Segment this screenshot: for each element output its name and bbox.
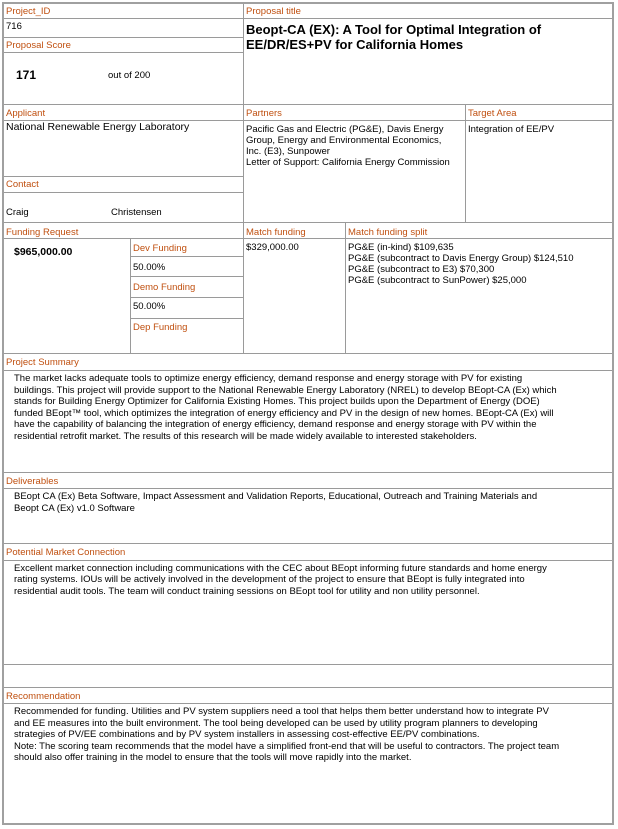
rule — [131, 276, 243, 277]
rule — [243, 4, 244, 104]
match-funding-split-line: PG&E (subcontract to E3) $70,300 — [348, 264, 495, 275]
target-area-value: Integration of EE/PV — [468, 124, 555, 135]
match-funding-split-line: PG&E (subcontract to SunPower) $25,000 — [348, 275, 527, 286]
match-funding-split-line: PG&E (in-kind) $109,635 — [348, 242, 454, 253]
proposal-score-label: Proposal Score — [6, 40, 71, 51]
dep-funding-label: Dep Funding — [133, 322, 188, 333]
project-summary-line: stands for Building Energy Optimizer for California Existing Homes. This project builds upon the Department of Energy (DOE) — [14, 396, 540, 407]
rule — [4, 238, 612, 239]
rule — [4, 543, 612, 544]
recommendation-line: Recommended for funding. Utilities and PV system suppliers need a tool that helps them better understand how to integrate PV — [14, 706, 549, 717]
partners-label: Partners — [246, 108, 282, 119]
project-summary-label: Project Summary — [6, 357, 79, 368]
applicant-value: National Renewable Energy Laboratory — [6, 121, 190, 133]
partners-line: Pacific Gas and Electric (PG&E), Davis Energy — [246, 124, 444, 135]
deliverables-line: BEopt CA (Ex) Beta Software, Impact Assessment and Validation Reports, Educational, Outreach and Training Materials and — [14, 491, 538, 502]
project-id-value: 716 — [6, 21, 22, 32]
recommendation-label: Recommendation — [6, 691, 81, 702]
rule — [4, 370, 612, 371]
funding-request-value: $965,000.00 — [14, 246, 73, 258]
rule — [131, 256, 243, 257]
rule — [4, 664, 612, 665]
applicant-label: Applicant — [6, 108, 46, 119]
proposal-title-label: Proposal title — [246, 6, 301, 17]
match-funding-split-line: PG&E (subcontract to Davis Energy Group) $124,510 — [348, 253, 574, 264]
proposal-score-value: 171 — [16, 68, 37, 82]
recommendation-line: strategies of PV/EE combinations and by PV system installers in assessing cost-effective EE/PV combinations. — [14, 729, 480, 740]
rule — [131, 297, 243, 298]
dev-funding-label: Dev Funding — [133, 243, 187, 254]
rule — [345, 222, 346, 353]
contact-first-name: Craig — [6, 207, 29, 218]
partners-line: Inc. (E3), Sunpower — [246, 146, 330, 157]
project-summary-line: have the capability of balancing the integration of energy efficiency, demand response and energy storage with PV within the — [14, 419, 537, 430]
rule — [4, 104, 612, 105]
rule — [243, 104, 244, 222]
rule — [4, 18, 243, 19]
market-connection-line: Excellent market connection including communications with the CEC about BEopt informing future standards and home energy — [14, 563, 547, 574]
rule — [131, 318, 243, 319]
target-area-label: Target Area — [468, 108, 517, 119]
rule — [4, 687, 612, 688]
rule — [4, 353, 612, 354]
rule — [4, 488, 612, 489]
rule — [4, 37, 243, 38]
demo-funding-label: Demo Funding — [133, 282, 196, 293]
deliverables-label: Deliverables — [6, 476, 59, 487]
match-funding-label: Match funding — [246, 227, 306, 238]
rule — [4, 703, 612, 704]
recommendation-line: and EE measures into the built environment. The tool being developed can be used by utility program planners to developing — [14, 718, 538, 729]
rule — [244, 18, 612, 19]
contact-label: Contact — [6, 179, 39, 190]
project-summary-line: buildings. This project will provide support to the National Renewable Energy Laboratory (NREL) to develop BEopt-CA (Ex) which — [14, 385, 557, 396]
rule — [4, 192, 244, 193]
contact-last-name: Christensen — [111, 207, 162, 218]
dev-funding-value: 50.00% — [133, 262, 166, 273]
rule — [4, 222, 612, 223]
project-id-label: Project_ID — [6, 6, 51, 17]
partners-line: Letter of Support: California Energy Commission — [246, 157, 450, 168]
match-funding-split-label: Match funding split — [348, 227, 428, 238]
market-connection-line: rating systems. IOUs will be actively involved in the development of the project to ensure that BEopt is fully integrated into — [14, 574, 525, 585]
rule — [465, 104, 466, 222]
partners-line: Group, Energy and Environmental Economics, — [246, 135, 442, 146]
project-summary-line: The market lacks adequate tools to optimize energy efficiency, demand response and energy storage with PV for existing — [14, 373, 523, 384]
rule — [4, 560, 612, 561]
match-funding-value: $329,000.00 — [246, 242, 299, 253]
project-summary-line: residential retrofit market. The results of this research will be made widely available to interested stakeholders. — [14, 431, 477, 442]
market-connection-label: Potential Market Connection — [6, 547, 126, 558]
rule — [4, 52, 243, 53]
market-connection-line: residential audit tools. The team will conduct training sessions on BEopt tool for utility and non utility personnel. — [14, 586, 480, 597]
project-summary-line: funded BEopt™ tool, which optimizes the integration of energy efficiency and PV in the design of new homes. BEopt-CA (Ex) will — [14, 408, 554, 419]
rule — [4, 472, 612, 473]
demo-funding-value: 50.00% — [133, 301, 166, 312]
proposal-title-value: Beopt-CA (EX): A Tool for Optimal Integration of EE/DR/ES+PV for California Homes — [246, 22, 542, 52]
proposal-score-out-of: out of 200 — [108, 70, 151, 81]
rule — [130, 238, 131, 353]
recommendation-line: should also offer training in the model to ensure that the tools will move rapidly into the market. — [14, 752, 412, 763]
recommendation-line: Note: The scoring team recommends that the model have a simplified front-end that will be useful to contractors. The project team — [14, 741, 560, 752]
rule — [4, 176, 244, 177]
funding-request-label: Funding Request — [6, 227, 79, 238]
rule — [243, 222, 244, 353]
deliverables-line: Beopt CA (Ex) v1.0 Software — [14, 503, 135, 514]
